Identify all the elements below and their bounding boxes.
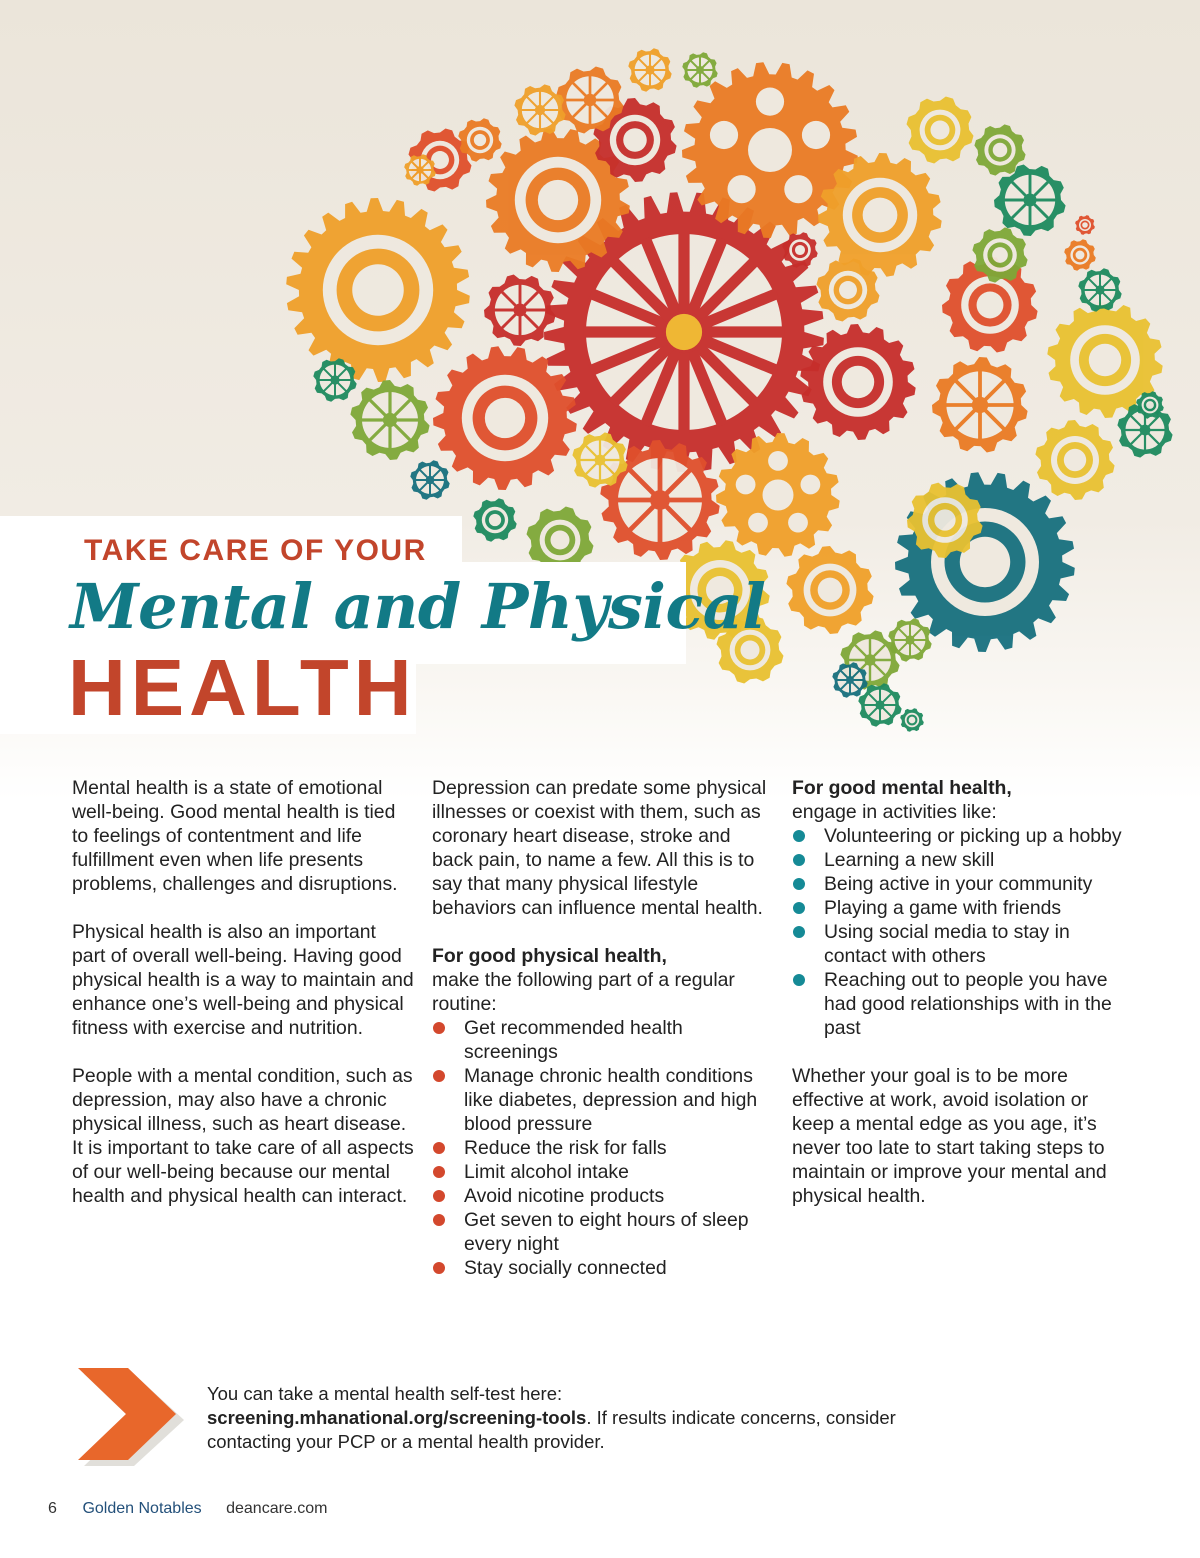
list-item-text: Playing a game with friends bbox=[824, 897, 1062, 919]
gear-icon bbox=[1035, 420, 1114, 500]
bullet-icon bbox=[433, 1166, 445, 1178]
callout-text: . If results indicate concerns, consider contacting your PCP or a mental health provider. bbox=[207, 1407, 896, 1452]
gear-icon bbox=[286, 198, 470, 382]
paragraph: Mental health is a state of emotional well-being. Good mental health is tied to feelings of contentment and life fulfillment even when life presents problems, challenges and disruptions. bbox=[72, 777, 398, 895]
gear-icon bbox=[786, 546, 873, 634]
list-item bbox=[792, 824, 1128, 848]
mental-health-list bbox=[792, 824, 1128, 1040]
title-kicker: TAKE CARE OF YOUR bbox=[84, 534, 427, 567]
bullet-icon bbox=[793, 974, 805, 986]
gear-icon bbox=[410, 460, 449, 499]
list-item-text: Limit alcohol intake bbox=[464, 1161, 629, 1183]
article-column-2 bbox=[432, 776, 770, 1304]
bullet-icon bbox=[793, 878, 805, 890]
gear-icon bbox=[782, 232, 817, 267]
list-item bbox=[432, 1256, 770, 1280]
bullet-icon bbox=[793, 926, 805, 938]
list-item-text: Get seven to eight hours of sleep every night bbox=[464, 1209, 749, 1255]
list-item-text: Learning a new skill bbox=[824, 849, 995, 871]
bullet-icon bbox=[433, 1262, 445, 1274]
article-column-1 bbox=[72, 776, 414, 1232]
article-column-3 bbox=[792, 776, 1128, 1232]
gear-icon bbox=[907, 97, 974, 164]
list-item bbox=[432, 1136, 770, 1160]
list-item-text: Reduce the risk for falls bbox=[464, 1137, 667, 1159]
list-item-text: Get recommended health screenings bbox=[464, 1017, 683, 1063]
list-item-text: Avoid nicotine products bbox=[464, 1185, 665, 1207]
chevron-right-icon bbox=[70, 1368, 190, 1468]
bullet-icon bbox=[433, 1214, 445, 1226]
bullet-icon bbox=[433, 1142, 445, 1154]
bullet-icon bbox=[433, 1070, 445, 1082]
list-item bbox=[432, 1208, 770, 1256]
page-footer bbox=[48, 1500, 327, 1518]
bullet-icon bbox=[433, 1022, 445, 1034]
list-item-text: Manage chronic health conditions like diabetes, depression and high blood pressure bbox=[464, 1065, 758, 1135]
publication-name: Golden Notables bbox=[82, 1500, 202, 1517]
gear-icon bbox=[350, 380, 429, 460]
gear-icon bbox=[313, 358, 356, 401]
lead-bold: For good mental health, bbox=[792, 777, 1012, 799]
gear-icon bbox=[858, 683, 901, 726]
self-test-link[interactable]: screening.mhanational.org/screening-tools bbox=[207, 1407, 587, 1428]
list-item bbox=[432, 1064, 770, 1136]
list-item-text: Being active in your community bbox=[824, 873, 1093, 895]
bullet-icon bbox=[793, 830, 805, 842]
gear-icon bbox=[682, 52, 717, 87]
list-item bbox=[792, 920, 1128, 968]
bullet-icon bbox=[793, 902, 805, 914]
list-item bbox=[792, 896, 1128, 920]
gear-icon bbox=[1078, 268, 1121, 311]
list-item-text: Reaching out to people you have had good relationships with in the past bbox=[824, 969, 1112, 1039]
physical-health-list bbox=[432, 1016, 770, 1280]
lead-text: make the following part of a regular routine: bbox=[432, 969, 735, 1015]
list-item bbox=[432, 1184, 770, 1208]
list-item bbox=[792, 848, 1128, 872]
paragraph: Physical health is also an important part of overall well-being. Having good physical health is a way to maintain and enhance one’s well-being and physical fitness with exercise and nutrition. bbox=[72, 921, 414, 1039]
paragraph: Whether your goal is to be more effective at work, avoid isolation or keep a mental edge as you age, it’s never too late to start taking steps to maintain or improve your mental and physical health. bbox=[792, 1065, 1107, 1207]
paragraph: Depression can predate some physical illnesses or coexist with them, such as coronary heart disease, stroke and back pain, to name a few. All this is to say that many physical lifestyle behaviors can influence mental health. bbox=[432, 777, 767, 919]
callout-text: You can take a mental health self-test here: bbox=[207, 1383, 563, 1404]
gear-icon bbox=[716, 433, 840, 557]
list-item bbox=[432, 1160, 770, 1184]
list-item bbox=[792, 872, 1128, 896]
list-item-text: Stay socially connected bbox=[464, 1257, 667, 1279]
paragraph: People with a mental condition, such as depression, may also have a chronic physical illness, such as heart disease. It is important to take care of all aspects of our well-being because our mental health and physical health can interact. bbox=[72, 1065, 414, 1207]
lead-text: engage in activities like: bbox=[792, 801, 997, 823]
bullet-icon bbox=[793, 854, 805, 866]
self-test-callout bbox=[207, 1382, 907, 1454]
physical-health-heading bbox=[432, 944, 770, 1016]
gear-icon bbox=[628, 48, 671, 91]
title-script: Mental and Physical bbox=[70, 570, 766, 643]
page-title: HEALTH bbox=[68, 643, 417, 732]
list-item-text: Volunteering or picking up a hobby bbox=[824, 825, 1122, 847]
list-item bbox=[792, 968, 1128, 1040]
gear-icon bbox=[818, 153, 942, 277]
gear-icon bbox=[900, 708, 924, 732]
bullet-icon bbox=[433, 1190, 445, 1202]
website-link[interactable]: deancare.com bbox=[226, 1500, 328, 1517]
gear-icon bbox=[994, 165, 1066, 237]
gear-icon bbox=[1064, 239, 1096, 271]
page-number: 6 bbox=[48, 1500, 57, 1517]
gear-icon bbox=[473, 498, 516, 541]
gear-icon bbox=[433, 346, 577, 490]
mental-health-heading bbox=[792, 776, 1128, 824]
list-item bbox=[432, 1016, 770, 1064]
lead-bold: For good physical health, bbox=[432, 945, 667, 967]
gear-icon bbox=[932, 357, 1028, 453]
gear-icon bbox=[1075, 215, 1095, 235]
list-item-text: Using social media to stay in contact with others bbox=[824, 921, 1070, 967]
